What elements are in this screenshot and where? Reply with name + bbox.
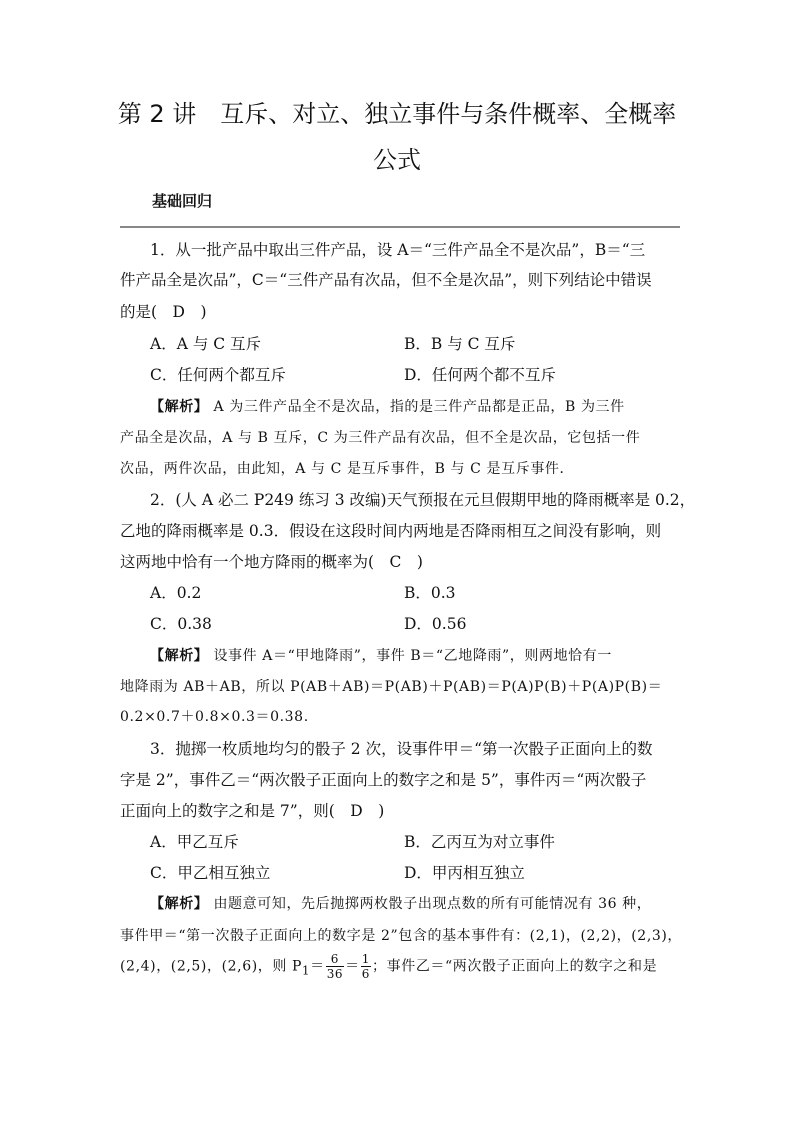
solution-tag: 【解析】 (150, 896, 209, 912)
q1-stem-line3: 的是( D ) (120, 303, 207, 321)
q1-option-a: A．A 与 C 互斥 (150, 335, 262, 353)
q2-solution-line2: 地降雨为 AB＋AB，所以 P(AB＋AB)＝P(AB)＋P(AB)＝P(A)P(B)＋P(A)P(B)＝ (120, 679, 663, 695)
solution-tag: 【解析】 (150, 648, 209, 664)
q1-solution-line3: 次品，两件次品，由此知，A 与 C 是互斥事件，B 与 C 是互斥事件． (120, 461, 575, 477)
section-heading: 基础回归 (152, 192, 213, 210)
section-divider (120, 226, 680, 228)
q1-solution-line2: 产品全是次品，A 与 B 互斥，C 为三件产品有次品，但不全是次品，它包括一件 (120, 430, 641, 446)
solution-tag: 【解析】 (150, 399, 209, 415)
q2-solution-line3: 0.2×0.7＋0.8×0.3＝0.38. (120, 709, 309, 725)
page-title: 第 2 讲 互斥、对立、独立事件与条件概率、全概率 (117, 100, 677, 128)
q2-option-d: D．0.56 (404, 615, 467, 633)
q2-stem-line1: 2．(人 A 必二 P249 练习 3 改编)天气预报在元旦假期甲地的降雨概率是 0.2， (150, 491, 696, 509)
q1-solution-line1: 【解析】 A 为三件产品全不是次品，指的是三件产品都是正品，B 为三件 (150, 399, 625, 415)
q3-stem-line1: 3．抛掷一枚质地均匀的骰子 2 次，设事件甲＝“第一次骰子正面向上的数 (150, 740, 653, 758)
q2-option-c: C．0.38 (150, 615, 212, 633)
subscript: 1 (302, 963, 311, 978)
q3-option-d: D．甲丙相互独立 (404, 864, 525, 882)
q2-stem-line3: 这两地中恰有一个地方降雨的概率为( C ) (120, 553, 423, 571)
q3-solution-line2: 事件甲＝“第一次骰子正面向上的数字是 2”包含的基本事件有：(2,1)，(2,2)，(2,3)， (120, 928, 683, 944)
q3-solution-line3: (2,4)，(2,5)，(2,6)，则 $P_1=$ $\frac{6}{36}$ ＝ $\frac{1}{6}$ ；事件乙＝“两次骰子正面向上的数字之和是 (120, 952, 658, 981)
q3-option-a: A．甲乙互斥 (150, 833, 239, 851)
q1-stem-line2: 件产品全是次品”，C＝“三件产品有次品，但不全是次品”，则下列结论中错误 (120, 271, 652, 289)
fraction-1-6: $\frac{1}{6}$ (361, 952, 371, 981)
q1-option-b: B．B 与 C 互斥 (404, 335, 516, 353)
q3-stem-line2: 字是 2”，事件乙＝“两次骰子正面向上的数字之和是 5”，事件丙＝“两次骰子 (120, 771, 647, 789)
q2-stem-line2: 乙地的降雨概率是 0.3．假设在这段时间内两地是否降雨相互之间没有影响，则 (120, 522, 662, 540)
q1-option-c: C．任何两个都互斥 (150, 366, 286, 384)
q1-stem-line1: 1．从一批产品中取出三件产品，设 A＝“三件产品全不是次品”，B＝“三 (150, 241, 646, 259)
page-title-continued: 公式 (373, 146, 421, 174)
q2-solution-line1: 【解析】 设事件 A＝“甲地降雨”，事件 B＝“乙地降雨”，则两地恰有一 (150, 648, 612, 664)
q3-solution-line1: 【解析】 由题意可知，先后抛掷两枚骰子出现点数的所有可能情况有 36 种， (150, 896, 652, 912)
q3-option-c: C．甲乙相互独立 (150, 864, 271, 882)
q2-option-b: B．0.3 (404, 584, 456, 602)
q1-option-d: D．任何两个都不互斥 (404, 366, 556, 384)
q3-stem-line3: 正面向上的数字之和是 7”，则( D ) (120, 802, 385, 820)
q2-option-a: A．0.2 (150, 584, 202, 602)
fraction-6-36: $\frac{6}{36}$ (326, 952, 344, 981)
q3-option-b: B．乙丙互为对立事件 (404, 833, 555, 851)
